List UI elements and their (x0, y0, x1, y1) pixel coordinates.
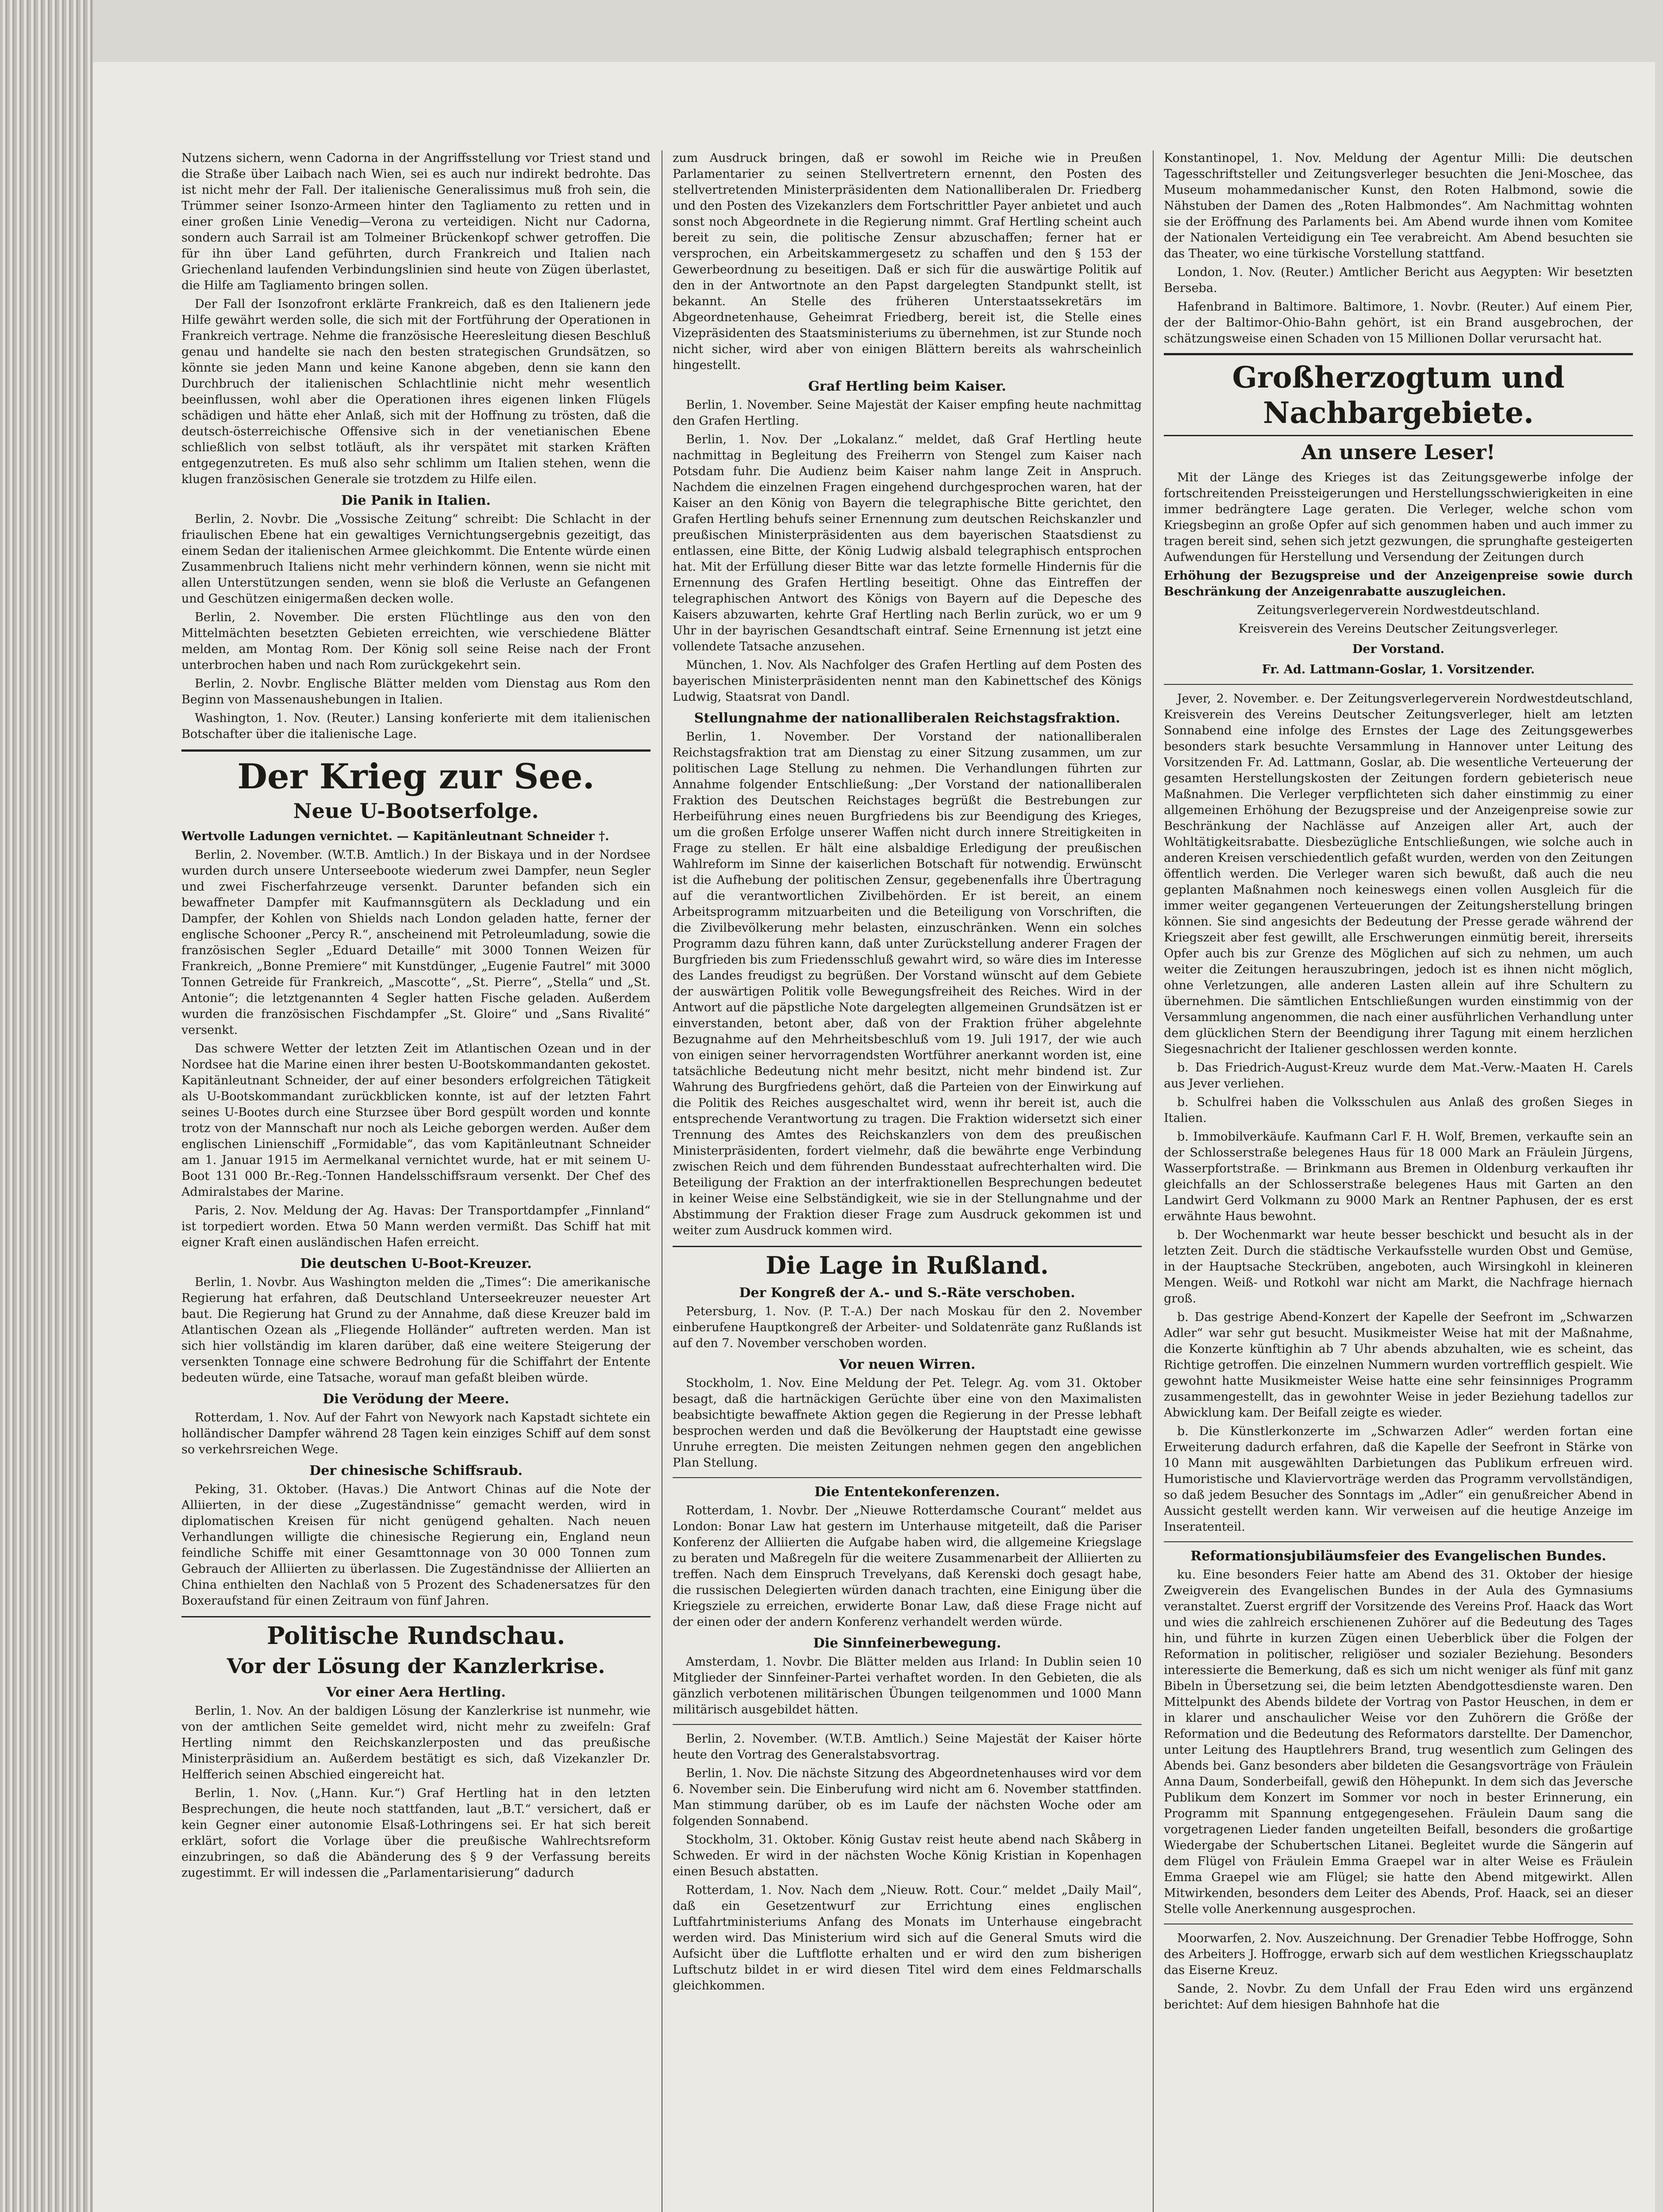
association-name: Kreisverein des Vereins Deutscher Zeitungsverleger. (1238, 622, 1559, 636)
separator (1164, 684, 1633, 685)
board-label: Der Vorstand. (1352, 642, 1444, 656)
newspaper-page (93, 62, 1655, 2212)
paragraph: Petersburg, 1. Nov. (P. T.-A.) Der nach Moskau für den 2. November einberufene Hauptkongreß der Arbeiter- und Soldatenräte ganz Rußlands ist auf den 7. November verschoben worden. (673, 1305, 1142, 1350)
separator (673, 1724, 1142, 1725)
section-heading-krieg: Der Krieg zur See. (181, 749, 651, 798)
separator (673, 1477, 1142, 1478)
paragraph: Stockholm, 1. Nov. Eine Meldung der Pet. Telegr. Ag. vom 31. Oktober besagt, daß die hartnäckigen Gerüchte über eine von den Maximalisten beabsichtigte bewaffnete Aktion gegen die Regierung in der Presse lebhaft besprochen werden und daß die Bevölkerung der Hauptstadt eine gewisse Unruhe erregten. Die meisten Zeitungen nehmen gegen den angeblichen Plan Stellung. (673, 1376, 1142, 1470)
book-spine-edge (0, 0, 93, 2212)
column-rule (1153, 150, 1154, 2212)
paragraph: b. Die Künstlerkonzerte im „Schwarzen Adler“ werden fortan eine Erweiterung dadurch erfahren, daß die Kapelle der Seefront in Stärke von 10 Mann mit ausgewählten Darbietungen das Publikum erfreuen wird. Humoristische und Klaviervorträge werden das Programm vervollständigen, so daß jedem Besucher des Sonntags im „Adler“ ein genußreicher Abend in Aussicht gestellt werden kann. Wir verweisen auf die heutige Anzeige im Inseratenteil. (1164, 1425, 1633, 1534)
column-1 (181, 150, 651, 2212)
paragraph: Washington, 1. Nov. (Reuter.) Lansing konferierte mit dem italienischen Botschafter über die italienische Lage. (181, 711, 651, 741)
paragraph: Berlin, 1. Nov. („Hann. Kur.“) Graf Hertling hat in den letzten Besprechungen, die heute noch stattfanden, laut „B.T.“ versichert, daß er kein Gegner einer autonomie Elsaß-Lothringens sei. Er hat sich bereit erklärt, sofort die Vorlage über die preußische Wahlrechtsreform einzubringen, so daß die Abänderung des § 9 der Verfassung bereits zugestimmt. Er will indessen die „Parlamentarisierung“ dadurch (181, 1786, 651, 1880)
paragraph: Stockholm, 31. Oktober. König Gustav reist heute abend nach Skåberg in Schweden. Er wird in der nächsten Woche König Kristian in Kopenhagen einen Besuch abstatten. (673, 1833, 1142, 1878)
paragraph: Berlin, 2. November. (W.T.B. Amtlich.) In der Biskaya und in der Nordsee wurden durch unsere Unterseeboote wiederum zwei Dampfer, neun Segler und zwei Fischerfahrzeuge versenkt. Darunter befanden sich ein bewaffneter Dampfer mit Kaufmannsgütern als Deckladung und ein Dampfer, der Kohlen von Shields nach London geladen hatte, ferner der englische Schooner „Percy R.“, anscheinend mit Petroleumladung, sowie die französischen Segler „Eduard Detaille“ mit 3000 Tonnen Weizen für Frankreich, „Bonne Premiere“ mit Kunstdünger, „Eugenie Fautrel“ mit 3000 Tonnen Getreide für Frankreich, „Mascotte“, „St. Pierre“, „Stella“ und „St. Antonie“; die letztgenannten 4 Segler hatten Fische geladen. Außerdem wurden die französischen Fischdampfer „St. Gloire“ und „Sans Rivalité“ versenkt. (181, 848, 651, 1037)
paragraph: Berlin, 1. Nov. Die nächste Sitzung des Abgeordnetenhauses wird vor dem 6. November sein. Die Einberufung wird nicht am 6. November stattfinden. Man stimmung darüber, ob es im Laufe der nächsten Woche oder am folgenden Sonnabend. (673, 1767, 1142, 1828)
paragraph: Berlin, 1. Nov. Der „Lokalanz.“ meldet, daß Graf Hertling heute nachmittag in Begleitung des Freiherrn von Stengel zum Kaiser nach Potsdam fuhr. Die Audienz beim Kaiser nahm lange Zeit in Anspruch. Nachdem die einzelnen Fragen eingehend durchgesprochen waren, hat der Kaiser an den König von Bayern die telegraphische Bitte gerichtet, den Grafen Hertling behufs seiner Ernennung zum deutschen Reichskanzler und preußischen Ministerpräsidenten aus dem bayerischen Staatsdienst zu entlassen, eine Bitte, der König Ludwig alsbald telegraphisch entsprochen hat. Mit der Erfüllung dieser Bitte war das letzte formelle Hindernis für die Ernennung des Grafen Hertling beseitigt. Ohne das Eintreffen der telegraphischen Antwort des Königs von Bayern auf die Depesche des Kaisers abzuwarten, kehrte Graf Hertling nach Berlin zurück, wo er um 9 Uhr in der bayrischen Gesandtschaft eintraf. Seine Ernennung ist jetzt eine vollendete Tatsache anzusehen. (673, 433, 1142, 653)
article-title: Die Verödung der Meere. (323, 1391, 509, 1407)
paragraph: Berlin, 1. November. Der Vorstand der nationalliberalen Reichstagsfraktion trat am Dienstag zu einer Sitzung zusammen, um zur politischen Lage Stellung zu nehmen. Die Verhandlungen führten zur Annahme folgender Entschließung: „Der Vorstand der nationalliberalen Fraktion des Deutschen Reichstages begrüßt die Bestrebungen zur Herbeiführung eines neuen Burgfriedens bis zur Beendigung des Krieges, um die großen Erfolge unserer Waffen nicht durch innere Streitigkeiten in Frage zu stellen. Er hält eine alsbaldige Erledigung der preußischen Wahlreform im Sinne der kaiserlichen Botschaft für notwendig. Erwünscht ist die Aufhebung der politischen Zensur, gegebenenfalls ihre Übertragung auf die verantwortlichen Zivilbehörden. Er ist bereit, an einem Arbeitsprogramm mitzuarbeiten und die Beteiligung von Vorschriften, die die Zivilbevölkerung mehr belasten, einzuschränken. Wenn ein solches Programm dazu führen kann, daß unter Zurückstellung anderer Fragen der Burgfrieden bis zum Friedensschluß gewahrt wird, so wäre dies im Interesse des Landes freudigst zu begrüßen. Der Vorstand wünscht auf dem Gebiete der auswärtigen Politik volle Bewegungsfreiheit des Reiches. Wird in der Antwort auf die päpstliche Note dargelegten allgemeinen Grundsätzen ist er einverstanden, betont aber, daß von der Fraktion früher abgelehnte Bezugnahme auf den Mehrheitsbeschluß vom 19. Juli 1917, der wie auch von einigen seiner hervorragendsten Wortführer anerkannt worden ist, eine tatsächliche Bedeutung nicht mehr besitzt, nicht mehr bindend ist. Zur Wahrung des Burgfriedens gehört, daß die Parteien von der Einwirkung auf die Politik des Reiches ausgeschaltet wird, wenn ihr bereit ist, auch die entsprechende Verantwortung zu tragen. Die Fraktion widersetzt sich einer Trennung des Amtes des Reichskanzlers von dem des preußischen Ministerpräsidenten, fordert vielmehr, daß die bewährte enge Verbindung zwischen Reich und dem führenden Bundesstaat aufrechterhalten wird. Die Beteiligung der Fraktion an der interfraktionellen Besprechungen bedeutet in keiner Weise eine Selbständigkeit, wie sie in der Stellungnahme und der Abstimmung der Fraktion dieser Frage zum Ausdruck gekommen ist und weiter zum Ausdruck kommen wird. (673, 730, 1142, 1237)
paragraph: Nutzens sichern, wenn Cadorna in der Angriffsstellung vor Triest stand und die Straße über Laibach nach Wien, sei es auch nur indirekt bedrohte. Das ist nicht mehr der Fall. Der italienische Generalissimus muß froh sein, die Trümmer seiner Isonzo-Armeen hinter den Tagliamento zu retten und in einer großen Linie Venedig—Verona zu verteidigen. Nicht nur Cadorna, sondern auch Sarrail ist am Tolmeiner Brückenkopf schwer getroffen. Die für ihn über Land geführten, durch Frankreich und Italien nach Griechenland laufenden Verbindungslinien sind heute von Zügen überlastet, die Hilfe am Tagliamento bringen sollen. (181, 151, 651, 292)
paragraph: Der Fall der Isonzofront erklärte Frankreich, daß es den Italienern jede Hilfe gewährt werden solle, die sich mit der Fortführung der Operationen in Frankreich vertrage. Nehme die französische Heeresleitung diesen Beschluß genau und handelte sie nach den besten strategischen Grundsätzen, so könnte sie jeden Mann und keine Kanone abgeben, denn sie kann den Durchbruch der italienischen Schlachtlinie nicht mehr wesentlich beeinflussen, wohl aber die Operationen ihres eigenen linken Flügels schädigen und hätte eher Anlaß, sich mit der Hoffnung zu trösten, daß die deutsch-österreichische Offensive sich in der venetianischen Ebene schließlich von selbst totläuft, als ihr verspätet mit starken Kräften entgegenzutreten. Es muß also sehr schlimm um Italien stehen, wenn die klugen französischen Generale sie trotzdem zu Hilfe eilen. (181, 297, 651, 486)
paragraph: Jever, 2. November. e. Der Zeitungsverlegerverein Nordwestdeutschland, Kreisverein des Vereins Deutscher Zeitungsverleger, hielt am letzten Sonnabend eine infolge des Ernstes der Lage des Zeitungsgewerbes besonders stark besuchte Versammlung in Hannover unter Leitung des Vorsitzenden Fr. Ad. Lattmann, Goslar, ab. Die wesentliche Verteuerung der gesamten Herstellungskosten der Zeitungen fordern gebieterisch neue Maßnahmen. Die Verleger verpflichteten sich daher einstimmig zu einer allgemeinen Erhöhung der Bezugspreise und der Anzeigenpreise sowie zur Beschränkung der Nachlässe auf Anzeigen aller Art, auch der Wohltätigkeitsrabatte. Diesbezügliche Entschließungen, wie solche auch in anderen Kreisen verschiedentlich gefaßt wurden, werden von den Zeitungen öffentlich werden. Die Verleger waren sich bewußt, daß auch die neu geplanten Maßnahmen noch keineswegs einen vollen Ausgleich für die immer weiter gegangenen Verteuerungen der Zeitungsherstellung bringen können. Sie sind angesichts der Bedeutung der Presse gerade während der Kriegszeit aber fest gewillt, alle Erschwerungen einmütig bereit, ihrerseits Opfer auch bis zur Grenze des Möglichen auf sich zu nehmen, um auch weiter die Zeitungen herauszubringen, jedoch ist es ihnen nicht möglich, ohne Verletzungen, alle anderen Lasten allein auf ihre Schultern zu übernehmen. Die sämtlichen Entschließungen wurden einstimmig von der Versammlung angenommen, die nach einer ausführlichen Verhandlung unter dem glücklichen Stern der Beendigung ihrer Tagung mit einem herzlichen Siegesnachricht der Italiener geschlossen werden konnte. (1164, 692, 1633, 1056)
paragraph: Amsterdam, 1. Novbr. Die Blätter melden aus Irland: In Dublin seien 10 Mitglieder der Sinnfeiner-Partei verhaftet worden. In den Gebieten, die als gänzlich verbotenen militärischen Übungen teilgenommen und 1000 Mann militärisch ausgebildet hätten. (673, 1655, 1142, 1717)
paragraph: London, 1. Nov. (Reuter.) Amtlicher Bericht aus Aegypten: Wir besetzten Berseba. (1164, 265, 1633, 295)
paragraph: b. Der Wochenmarkt war heute besser beschickt und besucht als in der letzten Zeit. Durch die städtische Verkaufsstelle wurden Obst und Gemüse, in der Hauptsache Steckrüben, angeboten, auch Wirsingkohl in kleineren Mengen. Weiß- und Rotkohl war nicht am Markt, die Nachfrage hiernach groß. (1164, 1228, 1633, 1306)
article-title: Die deutschen U-Boot-Kreuzer. (300, 1256, 532, 1271)
paragraph: Berlin, 2. November. Die ersten Flüchtlinge aus den von den Mittelmächten besetzten Gebieten erreichten, wie verschiedene Blätter melden, am Montag Rom. Der König soll seine Reise nach der Front unterbrochen haben und nach Rom zurückgekehrt sein. (181, 611, 651, 672)
paragraph: Konstantinopel, 1. Nov. Meldung der Agentur Milli: Die deutschen Tagesschriftsteller und Zeitungsverleger besuchten die Jeni-Moschee, das Museum mohammedanischer Kunst, den Roten Halbmond, sowie die Nähstuben der Damen des „Roten Halbmondes“. Am Nachmittag wohnten sie der Eröffnung des Parlaments bei. Am Abend wurde ihnen vom Komitee der Nationalen Verteidigung ein Tee verabreicht. Am Abend besuchten sie das Theater, wo eine türkische Vorstellung stattfand. (1164, 151, 1633, 261)
section-subheading: An unsere Leser! (1301, 440, 1495, 464)
section-subheading: Vor der Lösung der Kanzlerkrise. (227, 1654, 605, 1678)
paragraph: Berlin, 2. Novbr. Englische Blätter melden vom Dienstag aus Rom den Beginn von Massenaushebungen in Italien. (181, 677, 651, 707)
section-subheading: Neue U-Bootserfolge. (293, 799, 539, 823)
article-title: Vor einer Aera Hertling. (326, 1685, 506, 1700)
article-title: Vor neuen Wirren. (839, 1357, 976, 1372)
paragraph-emphasis: Erhöhung der Bezugspreise und der Anzeigenpreise sowie durch Beschränkung der Anzeigenrabatte auszugleichen. (1164, 569, 1633, 599)
paragraph: ku. Eine besonders Feier hatte am Abend des 31. Oktober der hiesige Zweigverein des Evangelischen Bundes in der Aula des Gymnasiums veranstaltet. Zuerst ergriff der Vorsitzende des Vereins Prof. Haack das Wort und wies die zahlreich erschienenen Zuhörer auf die Bedeutung des Tages hin, und führte in kurzen Zügen einen Ueberblick über die Folgen der Reformation in politischer, religiöser und sozialer Beziehung. Besonders interessierte die Bemerkung, daß es sich um nicht weniger als fünf mit ganz Bibeln in Übersetzung sei, die beim letzten Abendgottesdienste waren. Den Mittelpunkt des Abends bildete der Vortrag von Pastor Heuschen, in dem er in klarer und anschaulicher Weise vor den Zuhörern die Größe der Reformation und die Bedeutung des Reformators darstellte. Der Damenchor, unter Leitung des Hauptlehrers Brand, trug wesentlich zum Gelingen des Abends bei. Ganz besonders aber bildeten die Gesangsvorträge von Fräulein Anna Daum, Sonderbeifall, gewiß den Höhepunkt. In dem sich das Jeversche Publikum dem Konzert im Sommer vor noch in bester Erinnerung, ein Programm mit Spannung entgegengesehen. Fräulein Daum sang die vorgetragenen Lieder fanden ungeteilten Beifall, besonders die großartige Wiedergabe der Schubertschen Litanei. Begleitet wurde die Sängerin auf dem Flügel von Fräulein Emma Graepel war in alter Weise es Fräulein Emma Graepel wie am Flügel; sie hatte den Abend mitgewirkt. Allen Mitwirkenden, besonders dem Leiter des Abends, Prof. Haack, sei an dieser Stelle volle Anerkennung ausgesprochen. (1164, 1568, 1633, 1916)
paragraph: b. Immobilverkäufe. Kaufmann Carl F. H. Wolf, Bremen, verkaufte sein an der Schlosserstraße belegenes Haus für 18 000 Mark an Fräulein Jürgens, Wasserpfortstraße. — Brinkmann aus Bremen in Oldenburg verkauften ihr gleichfalls an der Schlosserstraße belegenes Haus mit Garten an den Landwirt Gerd Volkmann zu 9000 Mark an Rentner Paphusen, der es erst erwähnte Haus bewohnt. (1164, 1130, 1633, 1223)
article-title: Die Sinnfeinerbewegung. (813, 1636, 1001, 1651)
section-heading-russland: Die Lage in Rußland. (673, 1246, 1142, 1280)
article-title: Reformationsjubiläumsfeier des Evangelischen Bundes. (1190, 1548, 1606, 1564)
paragraph: Rotterdam, 1. Nov. Nach dem „Nieuw. Rott. Cour.“ meldet „Daily Mail“, daß ein Gesetzentwurf zur Errichtung eines englischen Luftfahrtministeriums Anfang des Monats im Unterhause eingebracht werden wird. Das Ministerium wird sich auf die General Smuts wird die Aufsicht über die Luftflotte erhalten und er wird den zum bisherigen Luftschutz bildet in er wird diesen Titel wird dem eines Feldmarschalls gleichkommen. (673, 1883, 1142, 1993)
paragraph: b. Das Friedrich-August-Kreuz wurde dem Mat.-Verw.-Maaten H. Carels aus Jever verliehen. (1164, 1061, 1633, 1091)
paragraph: Moorwarfen, 2. Nov. Auszeichnung. Der Grenadier Tebbe Hoffrogge, Sohn des Arbeiters J. Hoffrogge, erwarb sich auf dem westlichen Kriegsschauplatz das Eiserne Kreuz. (1164, 1932, 1633, 1977)
association-name: Zeitungsverlegerverein Nordwestdeutschland. (1257, 603, 1540, 617)
paragraph: Rotterdam, 1. Nov. Auf der Fahrt von Newyork nach Kapstadt sichtete ein holländischer Dampfer während 28 Tagen kein einziges Schiff auf dem sonst so verkehrsreichen Wege. (181, 1411, 651, 1456)
paragraph: b. Das gestrige Abend-Konzert der Kapelle der Seefront im „Schwarzen Adler“ war sehr gut besucht. Musikmeister Weise hat mit der Maßnahme, die Konzerte künftighin ab 7 Uhr abends abzuhalten, wie es scheint, das Richtige getroffen. Die einzelnen Nummern wurden vortrefflich gespielt. Wie gewohnt hatte Musikmeister Weise hatte eine sehr feinsinniges Programm zusammengestellt, das in gewohnter Weise in jeder Beziehung tadellos zur Abwicklung kam. Der Beifall zeigte es wieder. (1164, 1310, 1633, 1420)
column-2 (673, 150, 1142, 2212)
section-heading-grossherzogtum: Großherzogtum und Nachbargebiete. (1164, 353, 1633, 436)
section-heading-rundschau: Politische Rundschau. (181, 1616, 651, 1650)
paragraph: Peking, 31. Oktober. (Havas.) Die Antwort Chinas auf die Note der Alliierten, in der diese „Zugeständnisse“ gemacht werden, wird in diplomatischen Kreisen für nicht genügend gehalten. Nach neuen Verhandlungen willigte die chinesische Regierung ein, England neun feindliche Schiffe mit einer Gesamttonnage von 30 000 Tonnen zum Gebrauch der Alliierten zu überlassen. Die Zugeständnisse der Alliierten an China enthielten den Nachlaß von 5 Prozent des Schadenersatzes für den Boxeraufstand für einen Zeitraum von fünf Jahren. (181, 1482, 651, 1608)
paragraph: Mit der Länge des Krieges ist das Zeitungsgewerbe infolge der fortschreitenden Preissteigerungen und Herstellungsschwierigkeiten in eine immer bedrängtere Lage geraten. Die Verleger, welche schon vom Kriegsbeginn an große Opfer auf sich genommen haben und auch immer zu tragen bereit sind, sehen sich jetzt gezwungen, die sprunghafte gesteigerten Aufwendungen für Herstellung und Versendung der Zeitungen durch (1164, 471, 1633, 564)
article-title: Stellungnahme der nationalliberalen Reichstagsfraktion. (694, 710, 1120, 726)
signature-line: Fr. Ad. Lattmann-Goslar, 1. Vorsitzender. (1262, 663, 1535, 676)
paragraph: zum Ausdruck bringen, daß er sowohl im Reiche wie in Preußen Parlamentarier zu seinen Stellvertretern ernennt, den Posten des stellvertretenden Ministerpräsidenten dem Nationalliberalen Dr. Friedberg und den Posten des Vizekanzlers dem Fortschrittler Payer anbietet und auch sonst noch Abgeordnete in die Regierung nimmt. Graf Hertling scheint auch bereit zu sein, die politische Zensur abzuschaffen; ferner hat er versprochen, ein Arbeitskammergesetz zu schaffen und den § 153 der Gewerbeordnung zu beseitigen. Daß er sich für die auswärtige Politik auf den in der Antwortnote an den Papst dargelegten Standpunkt stellt, ist bekannt. An Stelle des früheren Unterstaatssekretärs im Abgeordnetenhause, Geheimrat Friedberg, bereit ist, die Stelle eines Vizepräsidenten des Staatsministeriums zu übernehmen, ist zur Stunde noch nicht sicher, wird aber von einigen Blättern bereits als wahrscheinlich hingestellt. (673, 151, 1142, 372)
paragraph: München, 1. Nov. Als Nachfolger des Grafen Hertling auf dem Posten des bayerischen Ministerpräsidenten nennt man den Kabinettschef des Königs Ludwig, Staatsrat von Dandl. (673, 658, 1142, 704)
article-title: Die Ententekonferenzen. (814, 1484, 1000, 1500)
paragraph: Berlin, 1. Novbr. Aus Washington melden die „Times“: Die amerikanische Regierung hat erfahren, daß Deutschland Unterseekreuzer neuester Art baut. Die Regierung hat Grund zu der Annahme, daß diese Kreuzer bald im Atlantischen Ozean als „Fliegende Holländer“ auftreten werden. Man ist sich hier vollständig im klaren darüber, daß eine weitere Steigerung der versenkten Tonnage eine schwere Bedrohung für die Schiffahrt der Entente bedeuten würde, eine Tatsache, worauf man gefaßt bleiben würde. (181, 1275, 651, 1385)
paragraph: Berlin, 2. Novbr. Die „Vossische Zeitung“ schreibt: Die Schlacht in der friaulischen Ebene hat ein gewaltiges Vernichtungsergebnis gezeitigt, das einem Sedan der italienischen Armee gleichkommt. Die Entente würde einen Zusammenbruch Italiens nicht mehr verhindern können, wenn sie nicht mit allen Unterstützungen senden, wenn sie bloß die Verluste an Gefangenen und Geschützen einigermaßen decken wolle. (181, 512, 651, 606)
article-title: Die Panik in Italien. (341, 493, 491, 508)
paragraph: Paris, 2. Nov. Meldung der Ag. Havas: Der Transportdampfer „Finnland“ ist torpediert worden. Etwa 50 Mann werden vermißt. Das Schiff hat mit eigner Kraft einen ausländischen Hafen erreicht. (181, 1204, 651, 1249)
article-title: Der chinesische Schiffsraub. (309, 1463, 523, 1479)
paragraph: Berlin, 1. November. Seine Majestät der Kaiser empfing heute nachmittag den Grafen Hertling. (673, 398, 1142, 428)
article-title: Graf Hertling beim Kaiser. (808, 379, 1006, 394)
paragraph: Hafenbrand in Baltimore. Baltimore, 1. Novbr. (Reuter.) Auf einem Pier, der der Baltimor-Ohio-Bahn gehört, ist ein Brand ausgebrochen, der schätzungsweise einen Schaden von 15 Millionen Dollar verursacht hat. (1164, 300, 1633, 346)
lead-line: Wertvolle Ladungen vernichtet. — Kapitänleutnant Schneider †. (181, 830, 609, 843)
article-title: Der Kongreß der A.- und S.-Räte verschoben. (739, 1285, 1075, 1301)
paragraph: Sande, 2. Novbr. Zu dem Unfall der Frau Eden wird uns ergänzend berichtet: Auf dem hiesigen Bahnhofe hat die (1164, 1982, 1633, 2012)
paragraph: Berlin, 1. Nov. An der baldigen Lösung der Kanzlerkrise ist nunmehr, wie von der amtlichen Seite gemeldet wird, nicht mehr zu zweifeln: Graf Hertling nimmt den Reichskanzlerposten und das preußische Ministerpräsidium an. Außerdem bestätigt es sich, daß Vizekanzler Dr. Helfferich seinen Abschied eingereicht hat. (181, 1704, 651, 1782)
column-3 (1164, 150, 1633, 2212)
paragraph: Das schwere Wetter der letzten Zeit im Atlantischen Ozean und in der Nordsee hat die Marine einen ihrer besten U-Bootskommandanten gekostet. Kapitänleutnant Schneider, der auf einer besonders erfolgreichen Tätigkeit als U-Bootskommandant zurückblicken konnte, ist auf der letzten Fahrt seines U-Bootes durch eine Sturzsee über Bord gespült worden und konnte trotz von der Mannschaft nur noch als Leiche geborgen werden. Außer dem englischen Linienschiff „Formidable“, das vom Kapitänleutnant Schneider am 1. Januar 1915 im Aermelkanal vernichtet wurde, hat er mit seinem U-Boot 131 000 Br.-Reg.-Tonnen Handelsschiffsraum versenkt. Der Chef des Admiralstabes der Marine. (181, 1042, 651, 1199)
paragraph: Rotterdam, 1. Novbr. Der „Nieuwe Rotterdamsche Courant“ meldet aus London: Bonar Law hat gestern im Unterhause mitgeteilt, daß die Pariser Konferenz der Alliierten die Aufgabe haben wird, die allgemeine Kriegslage zu beraten und Maßregeln für die weitere Zusammenarbeit der Alliierten zu treffen. Nach dem Einspruch Trevelyans, daß Kerenski doch gesagt habe, die russischen Delegierten würden danach trachten, eine Einigung über die Kriegsziele zu erreichen, erwiderte Bonar Law, daß diese Frage nicht auf der einen oder der andern Konferenz verhandelt werden würde. (673, 1504, 1142, 1629)
paragraph: Berlin, 2. November. (W.T.B. Amtlich.) Seine Majestät der Kaiser hörte heute den Vortrag des Generalstabsvortrag. (673, 1732, 1142, 1762)
paragraph: b. Schulfrei haben die Volksschulen aus Anlaß des großen Sieges in Italien. (1164, 1095, 1633, 1125)
separator (1164, 1541, 1633, 1542)
